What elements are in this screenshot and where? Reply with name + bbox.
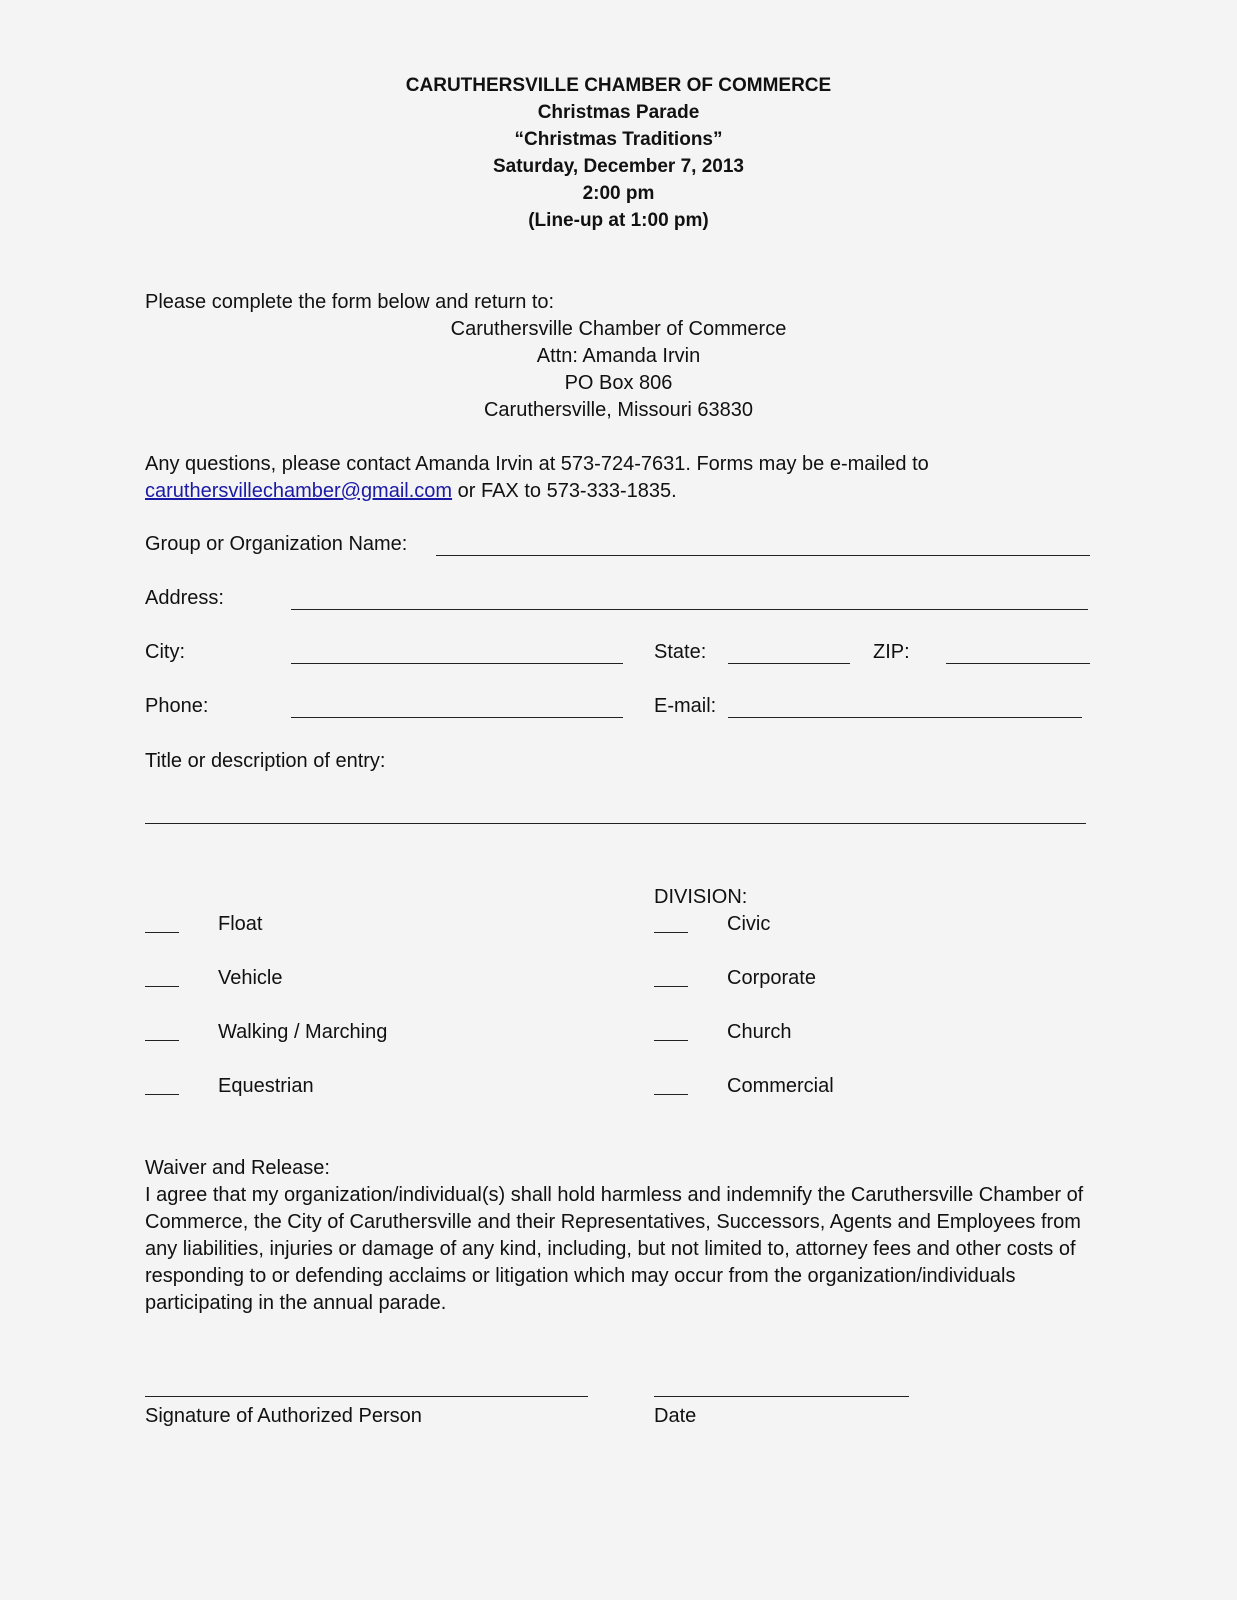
waiver-body: I agree that my organization/individual(s) shall hold harmless and indemnify the Caruthersville Chamber of Commerce, the City of Caruthersville and their Representatives, Successors, Agents and Employees from any liabilities, injuries or damage of any kind, including, but not limited to, attorney fees and other costs of responding to or defending acclaims or litigation which may occur from the organization/individuals participating in the annual parade. — [145, 1184, 1084, 1314]
entry-label: Title or description of entry: — [145, 750, 386, 772]
city-label: City: — [145, 641, 185, 663]
address-field[interactable] — [291, 609, 1088, 610]
division-option-label: Commercial — [727, 1075, 834, 1097]
entry-type-blank[interactable] — [145, 932, 179, 933]
date-label: Date — [654, 1405, 697, 1427]
address-label: Address: — [145, 587, 224, 609]
entry-type-label: Float — [218, 913, 263, 935]
zip-field[interactable] — [946, 663, 1090, 664]
contact-email-row — [145, 478, 677, 505]
division-blank[interactable] — [654, 1094, 688, 1095]
fax-text: or FAX to 573-333-1835. — [457, 480, 677, 502]
entry-field[interactable] — [145, 823, 1086, 824]
header-date: Saturday, December 7, 2013 — [492, 156, 744, 177]
return-attn: Attn: Amanda Irvin — [536, 345, 701, 367]
header-time: 2:00 pm — [582, 183, 655, 204]
entry-type-blank[interactable] — [145, 1094, 179, 1095]
header-event: Christmas Parade — [537, 102, 700, 123]
phone-field[interactable] — [291, 717, 623, 718]
return-city: Caruthersville, Missouri 63830 — [483, 399, 753, 421]
email-field[interactable] — [728, 717, 1082, 718]
waiver-title: Waiver and Release: — [145, 1157, 330, 1179]
entry-type-blank[interactable] — [145, 1040, 179, 1041]
header-org: CARUTHERSVILLE CHAMBER OF COMMERCE — [405, 75, 832, 96]
signature-label: Signature of Authorized Person — [145, 1405, 422, 1427]
entry-type-label: Vehicle — [218, 967, 283, 989]
division-blank[interactable] — [654, 932, 688, 933]
return-org: Caruthersville Chamber of Commerce — [450, 318, 787, 340]
header-theme: “Christmas Traditions” — [514, 129, 723, 150]
division-blank[interactable] — [654, 986, 688, 987]
header-lineup: (Line-up at 1:00 pm) — [528, 210, 709, 231]
phone-label: Phone: — [145, 695, 209, 717]
division-label: DIVISION: — [654, 886, 748, 908]
entry-type-label: Equestrian — [218, 1075, 314, 1097]
state-label: State: — [654, 641, 707, 663]
return-box: PO Box 806 — [564, 372, 673, 394]
contact-line: Any questions, please contact Amanda Irvin at 573-724-7631. Forms may be e-mailed to — [145, 453, 929, 475]
division-option-label: Church — [727, 1021, 792, 1043]
email-label: E-mail: — [654, 695, 717, 717]
date-field[interactable] — [654, 1396, 909, 1397]
entry-type-label: Walking / Marching — [218, 1021, 388, 1043]
org-name-label: Group or Organization Name: — [145, 533, 408, 555]
zip-label: ZIP: — [873, 641, 910, 663]
division-option-label: Corporate — [727, 967, 816, 989]
email-link[interactable]: caruthersvillechamber@gmail.com — [145, 480, 453, 502]
city-field[interactable] — [291, 663, 623, 664]
return-intro: Please complete the form below and return to: — [145, 291, 555, 313]
org-name-field[interactable] — [436, 555, 1090, 556]
division-blank[interactable] — [654, 1040, 688, 1041]
state-field[interactable] — [728, 663, 850, 664]
entry-type-blank[interactable] — [145, 986, 179, 987]
division-option-label: Civic — [727, 913, 771, 935]
signature-field[interactable] — [145, 1396, 588, 1397]
